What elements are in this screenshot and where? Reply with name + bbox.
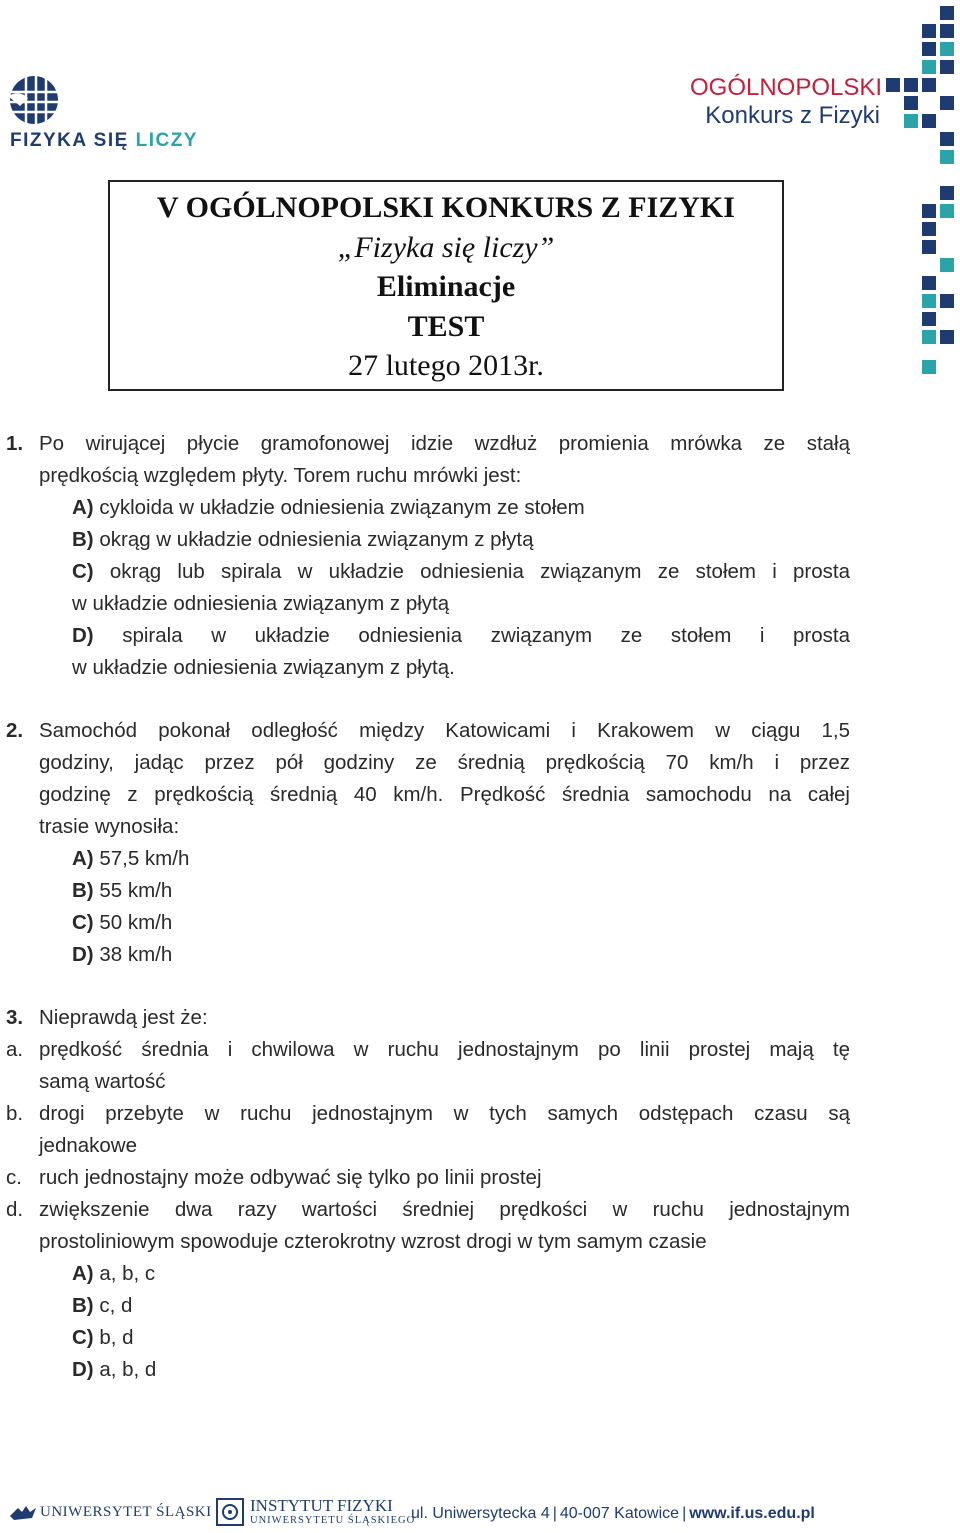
logo-fizyka-sie-liczy: [6, 72, 206, 156]
statement-text: jednakowe: [39, 1134, 138, 1157]
test-date: 27 lutego 2013r.: [348, 349, 544, 382]
question-number: 3.: [6, 1006, 24, 1029]
question-text: Samochód pokonał odległość między Katowicami i Krakowem w ciągu 1,5: [39, 719, 850, 742]
contest-title: V OGÓLNOPOLSKI KONKURS Z FIZYKI: [157, 191, 735, 224]
answer-option: C) b, d: [72, 1326, 134, 1349]
question-text: Nieprawdą jest że:: [39, 1006, 208, 1029]
university-name: UNIWERSYTET ŚLĄSKI: [40, 1504, 212, 1520]
answer-option: B) 55 km/h: [72, 879, 173, 902]
globe-icon: [6, 72, 62, 128]
answer-option: C) okrąg lub spirala w układzie odniesienia związanym ze stołem i prosta: [72, 560, 850, 583]
logo-ogolnopolski-konkurs: [690, 74, 883, 134]
answer-option: B) okrąg w układzie odniesienia związanym z płytą: [72, 528, 534, 551]
stage-label: Eliminacje: [376, 270, 516, 303]
question-text: trasie wynosiła:: [39, 815, 180, 838]
website-link[interactable]: www.if.us.edu.pl: [689, 1505, 815, 1522]
footer: [0, 1490, 960, 1533]
institute-name: INSTYTUT FIZYKI: [250, 1496, 393, 1515]
postal-city: 40-007 Katowice: [559, 1505, 680, 1522]
answer-option-continued: w układzie odniesienia związanym z płytą.: [72, 656, 455, 679]
answer-option: D) a, b, d: [72, 1358, 157, 1381]
question-text: prędkością względem płyty. Torem ruchu mrówki jest:: [39, 464, 522, 487]
question-text: godzinę z prędkością średnią 40 km/h. Prędkość średnia samochodu na całej: [39, 783, 850, 806]
answer-option: D) 38 km/h: [72, 943, 173, 966]
answer-option: A) 57,5 km/h: [72, 847, 190, 870]
answer-option: B) c, d: [72, 1294, 133, 1317]
answer-option-continued: w układzie odniesienia związanym z płytą: [72, 592, 450, 615]
statement-text: prędkość średnia i chwilowa w ruchu jednostajnym po linii prostej mają tę: [39, 1038, 850, 1061]
contest-subtitle: „Fizyka się liczy”: [337, 230, 555, 264]
statement-text: zwiększenie dwa razy wartości średniej prędkości w ruchu jednostajnym: [39, 1198, 850, 1221]
statement-text: prostoliniowym spowoduje czterokrotny wzrost drogi w tym samym czasie: [39, 1230, 707, 1253]
statement-text: samą wartość: [39, 1070, 166, 1093]
statement-label: c.: [6, 1166, 22, 1189]
test-label: TEST: [407, 309, 485, 343]
statement-text: drogi przebyte w ruchu jednostajnym w tych samych odstępach czasu są: [39, 1102, 850, 1125]
logo-right-line2: Konkurs z Fizyki: [705, 102, 880, 129]
footer-address: ul. Uniwersytecka 4 | 40-007 Katowice | www.if.us.edu.pl: [411, 1505, 815, 1522]
logo-right-line1: OGÓLNOPOLSKI: [690, 74, 883, 101]
statement-label: a.: [6, 1038, 24, 1061]
question-text: godziny, jadąc przez pół godziny ze średnią prędkością 70 km/h i przez: [39, 751, 850, 774]
question-number: 1.: [6, 432, 24, 455]
institute-emblem-icon: [216, 1498, 244, 1526]
question-number: 2.: [6, 719, 24, 742]
street-address: ul. Uniwersytecka 4: [411, 1505, 550, 1522]
institute-subname: UNIWERSYTETU ŚLĄSKIEGO: [250, 1515, 416, 1526]
question-text: Po wirującej płycie gramofonowej idzie wzdłuż promienia mrówka ze stałą: [39, 432, 850, 455]
university-eagle-icon: [8, 1502, 38, 1524]
decorative-squares-pattern: [880, 0, 960, 380]
answer-option: A) cykloida w układzie odniesienia związanym ze stołem: [72, 496, 585, 519]
title-box: [108, 180, 784, 391]
answer-option: D) spirala w układzie odniesienia związanym ze stołem i prosta: [72, 624, 850, 647]
statement-label: d.: [6, 1198, 24, 1221]
statement-text: ruch jednostajny może odbywać się tylko po linii prostej: [39, 1166, 542, 1189]
statement-label: b.: [6, 1102, 24, 1125]
answer-option: C) 50 km/h: [72, 911, 173, 934]
answer-option: A) a, b, c: [72, 1262, 156, 1285]
logo-left-text: FIZYKA SIĘ LICZY: [10, 130, 198, 151]
